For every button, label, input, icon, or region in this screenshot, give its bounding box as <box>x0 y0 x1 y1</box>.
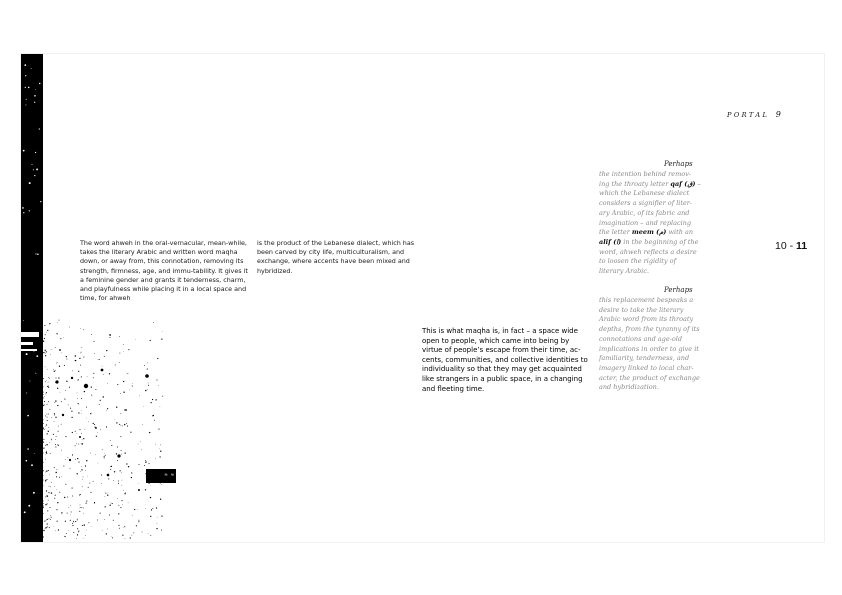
running-head-title: PORTAL <box>727 111 770 119</box>
side-note-heading-2: Perhaps <box>664 286 693 294</box>
body-column-3: This is what maqha is, in fact – a space wide open to people, which came into being by virtue of people’s escape from their time, ac-cents, communities, and collective identities to individuality so that they may get acquainted like strangers in a public space, in a changing and fleeting time. <box>422 327 588 393</box>
body-column-2: is the product of the Lebanese dialect, which has been carved by city life, multiculturalism, and exchange, where accents have been mixed and hybridized. <box>257 239 415 275</box>
side-note-heading-1: Perhaps <box>664 160 693 168</box>
folio-right: 11 <box>796 240 808 252</box>
black-bar-marks: ≈ ≈ <box>164 472 174 478</box>
note-1-term-meem: meem (م) <box>631 228 667 237</box>
note-1-term-qaf: qaf (ق) <box>670 179 696 188</box>
note-1-text-c: with an <box>666 228 694 237</box>
folio-left: 10 <box>775 240 787 252</box>
note-1-text-a: the intention behind remov-ing the throaty letter <box>599 170 692 188</box>
running-head <box>727 110 781 119</box>
running-head-number: 9 <box>775 110 781 119</box>
strip-tab <box>21 349 37 351</box>
side-note-2: this replacement bespeaks a desire to take the literary Arabic word from its throaty depths, from the tyranny of its connotations and age-old implications in order to give it familiarity, tenderness, and imagery linked to local char-acter, the product of exchange and hybridization. <box>599 296 700 392</box>
page-folio <box>775 240 807 252</box>
black-edge-strip <box>21 54 43 542</box>
strip-tab <box>21 332 39 337</box>
folio-separator: - <box>786 240 797 252</box>
note-1-text-d: in the beginning of the word, ahweh reflects a desire to loosen the rigidity of literary Arabic. <box>599 237 699 276</box>
note-1-text-b: – which the Lebanese dialect considers a signifier of liter-ary Arabic, of its fabric and imagination – and replacing the letter <box>599 179 701 237</box>
strip-tab <box>21 342 33 345</box>
side-note-1 <box>599 170 701 277</box>
note-1-term-alif: alif (ا) <box>599 237 622 246</box>
body-column-1: The word ahweh in the oral-vernacular, mean-while, takes the literary Arabic and written word maqha down, or away from, this connotation, removing its strength, firmness, age, and immu-tability. It gives it a feminine gender and grants it tenderness, charm, and playfulness while placing it in a local space and time, for ahweh <box>80 239 248 303</box>
black-label-bar <box>146 469 176 483</box>
